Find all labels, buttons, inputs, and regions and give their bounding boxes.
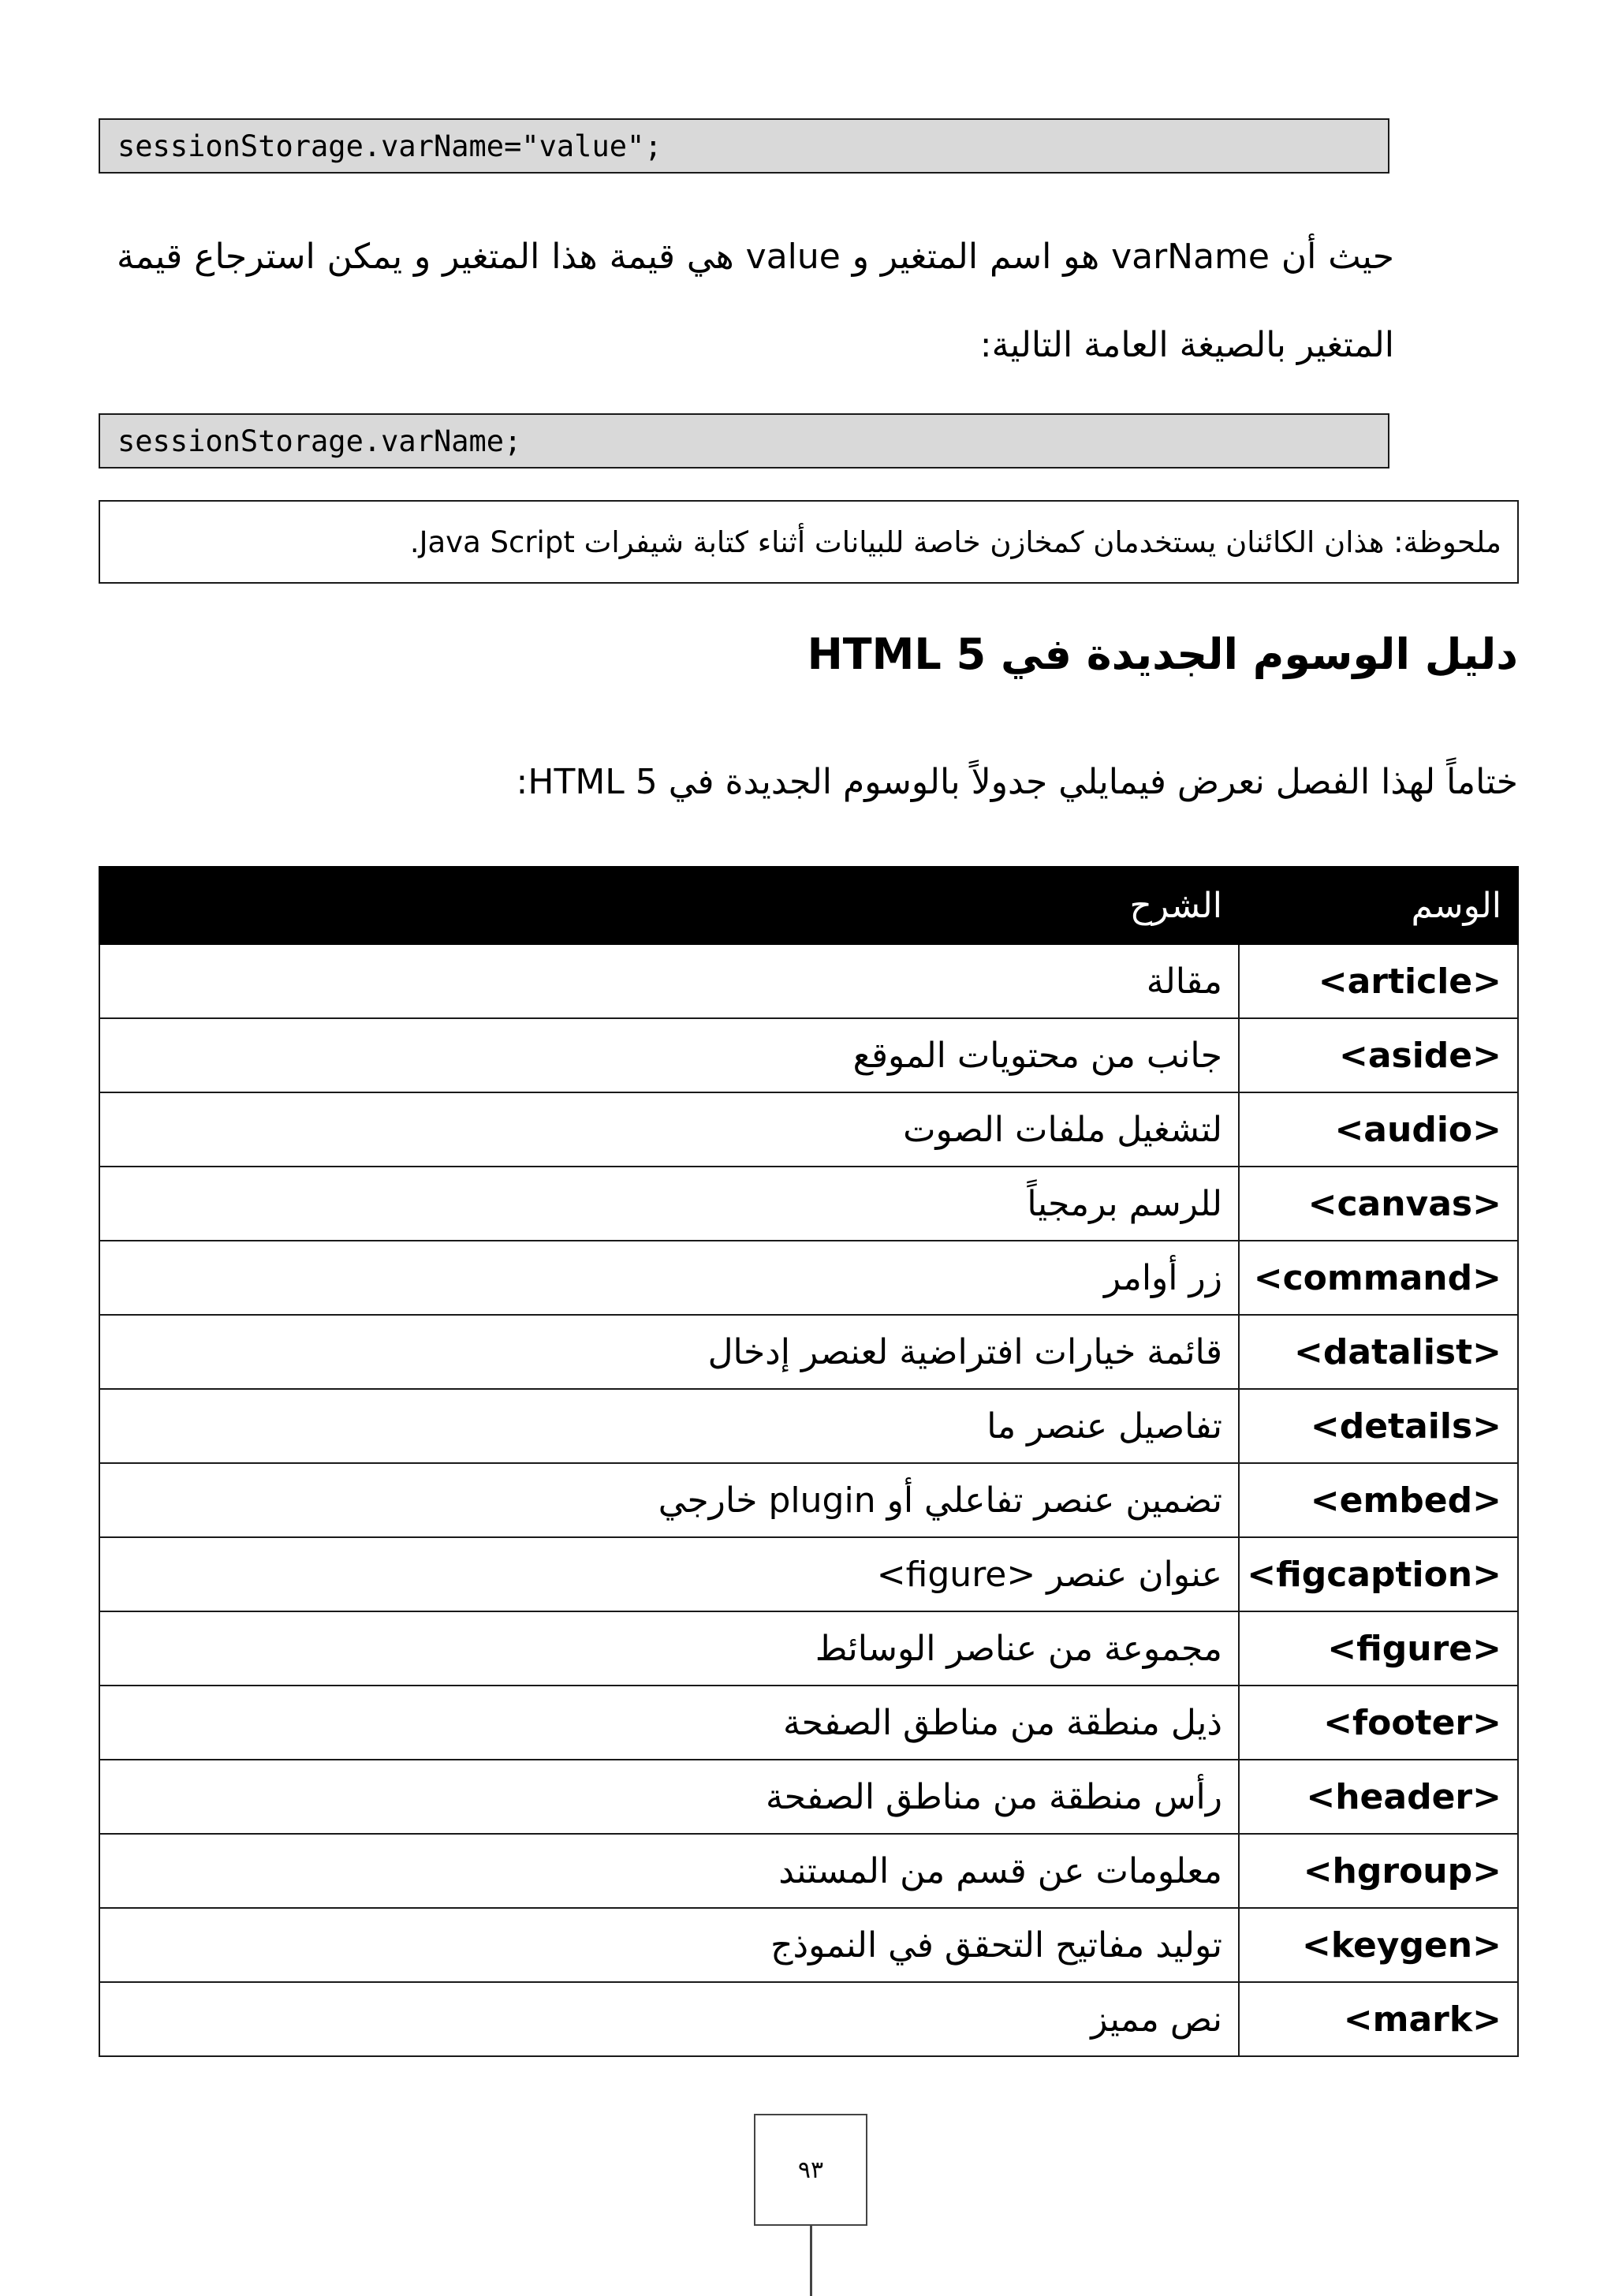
tag-name: <canvas> (1307, 1183, 1501, 1224)
tag-cell (1239, 1686, 1518, 1760)
tag-cell (1239, 1315, 1518, 1389)
tag-cell (1239, 1611, 1518, 1686)
table-row (99, 1760, 1518, 1834)
tag-name: <audio> (1334, 1109, 1501, 1150)
tag-name: <figure> (1327, 1628, 1501, 1669)
description-cell: للرسم برمجياً (99, 1167, 1239, 1241)
note-box (99, 500, 1519, 584)
tag-cell (1239, 1760, 1518, 1834)
table-row (99, 1167, 1518, 1241)
description-cell: نص مميز (99, 1982, 1239, 2056)
tag-name: <figcaption> (1247, 1554, 1501, 1595)
description-cell: قائمة خيارات افتراضية لعنصر إدخال (99, 1315, 1239, 1389)
header-tag: الوسم (1239, 867, 1518, 944)
table-row (99, 1241, 1518, 1315)
tag-cell (1239, 1018, 1518, 1092)
tag-name: <aside> (1338, 1035, 1501, 1076)
table-body (99, 944, 1518, 2056)
page-number-line (810, 2226, 812, 2296)
header-description: الشرح (99, 867, 1239, 944)
tag-name: <datalist> (1293, 1331, 1501, 1372)
tag-name: <keygen> (1302, 1925, 1501, 1966)
table-row (99, 944, 1518, 1018)
tag-name: <details> (1310, 1406, 1501, 1447)
tag-name: <hgroup> (1303, 1850, 1501, 1891)
table-row (99, 1389, 1518, 1463)
tag-name: <footer> (1323, 1702, 1501, 1743)
tag-name: <header> (1306, 1776, 1501, 1817)
code-block-1: sessionStorage.varName="value"; (99, 118, 1389, 174)
html5-tags-table (99, 866, 1519, 2057)
table-row (99, 1537, 1518, 1611)
table-row (99, 1092, 1518, 1167)
description-cell: تضمين عنصر تفاعلي أو plugin خارجي (99, 1463, 1239, 1537)
tag-name: <article> (1318, 961, 1501, 1002)
description-cell: رأس منطقة من مناطق الصفحة (99, 1760, 1239, 1834)
paragraph-variable-explanation: حيث أن varName هو اسم المتغير و value هي قيمة هذا المتغير و يمكن استرجاع قيمة المتغير بالصيغة العامة التالية: (117, 237, 1394, 365)
tag-cell (1239, 1389, 1518, 1463)
tag-cell (1239, 1908, 1518, 1982)
section-heading: دليل الوسوم الجديدة في HTML 5 (807, 629, 1518, 679)
table-row (99, 1908, 1518, 1982)
table-row (99, 1315, 1518, 1389)
page-number-box (754, 2114, 867, 2226)
description-cell: زر أوامر (99, 1241, 1239, 1315)
table-row (99, 1982, 1518, 2056)
note-text: ملحوظة: هذان الكائنان يستخدمان كمخازن خاصة للبيانات أثناء كتابة شيفرات Java Script. (409, 525, 1501, 559)
description-cell: لتشغيل ملفات الصوت (99, 1092, 1239, 1167)
tag-cell (1239, 1834, 1518, 1908)
tag-cell (1239, 1167, 1518, 1241)
tag-cell (1239, 1092, 1518, 1167)
tag-name: <command> (1253, 1257, 1501, 1298)
description-cell: مجموعة من عناصر الوسائط (99, 1611, 1239, 1686)
tag-name: <mark> (1343, 1999, 1501, 2040)
description-cell: معلومات عن قسم من المستند (99, 1834, 1239, 1908)
code-block-2: sessionStorage.varName; (99, 413, 1389, 469)
description-cell: مقالة (99, 944, 1239, 1018)
table-row (99, 1611, 1518, 1686)
table-row (99, 1018, 1518, 1092)
tag-cell (1239, 944, 1518, 1018)
table-row (99, 1463, 1518, 1537)
description-cell: جانب من محتويات الموقع (99, 1018, 1239, 1092)
description-cell: توليد مفاتيح التحقق في النموذج (99, 1908, 1239, 1982)
table-row (99, 1834, 1518, 1908)
table-row (99, 1686, 1518, 1760)
tag-cell (1239, 1537, 1518, 1611)
tag-cell (1239, 1241, 1518, 1315)
intro-paragraph: ختاماً لهذا الفصل نعرض فيمايلي جدولاً بالوسوم الجديدة في HTML 5: (516, 762, 1518, 802)
table-header-row (99, 867, 1518, 944)
page-number: ٩٣ (797, 2156, 824, 2184)
tag-cell (1239, 1463, 1518, 1537)
description-cell: عنوان عنصر <figure> (99, 1537, 1239, 1611)
description-cell: ذيل منطقة من مناطق الصفحة (99, 1686, 1239, 1760)
description-cell: تفاصيل عنصر ما (99, 1389, 1239, 1463)
tag-cell (1239, 1982, 1518, 2056)
tag-name: <embed> (1310, 1480, 1501, 1521)
